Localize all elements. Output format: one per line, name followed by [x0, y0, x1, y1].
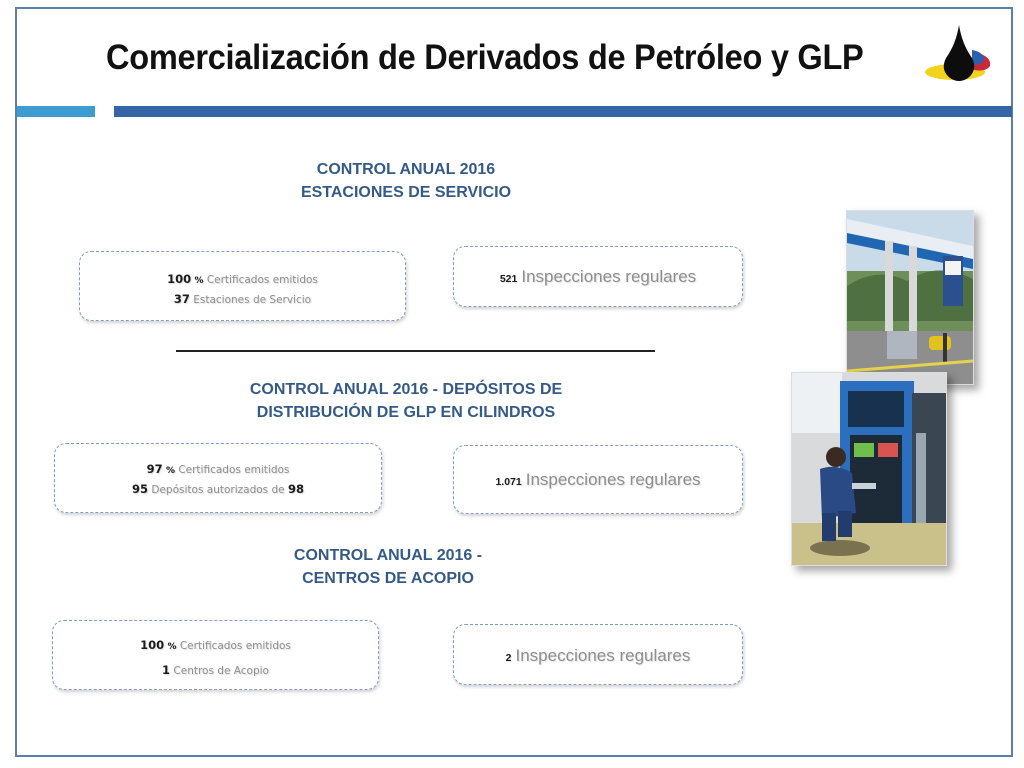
- certificates-line: [80, 272, 405, 286]
- inspections-value: 1.071: [495, 476, 522, 488]
- inspections-label: Inspecciones regulares: [515, 646, 691, 665]
- count-line: [55, 482, 381, 496]
- oil-drop-logo-icon: [922, 22, 996, 88]
- inspections-label: Inspecciones regulares: [521, 267, 697, 286]
- heading-line-2: DISTRIBUCIÓN DE GLP EN CILINDROS: [256, 404, 556, 421]
- certificates-box-depositos: [54, 443, 382, 513]
- count-value: 95: [132, 482, 149, 496]
- cert-unit: %: [165, 466, 175, 476]
- heading-line-1: CONTROL ANUAL 2016 - DEPÓSITOS DE: [249, 381, 563, 398]
- heading-line-1: CONTROL ANUAL 2016 -: [293, 547, 483, 564]
- accent-bar-dark: [114, 106, 1012, 117]
- cert-value: 100: [167, 272, 192, 286]
- count-line: [53, 663, 378, 677]
- count-label: Depósitos autorizados de: [151, 484, 285, 496]
- cert-label: Certificados emitidos: [178, 464, 290, 476]
- count-label: Centros de Acopio: [173, 665, 269, 677]
- gas-station-photo: [846, 210, 974, 385]
- certificates-box-acopio: [52, 620, 379, 690]
- cert-label: Certificados emitidos: [179, 640, 291, 652]
- inspections-line: [454, 646, 742, 666]
- count-of-value: 98: [287, 482, 304, 496]
- section-heading-depositos: [206, 378, 606, 424]
- certificates-line: [55, 462, 381, 476]
- inspections-value: 2: [505, 652, 512, 664]
- inspections-line: [454, 470, 742, 490]
- section-heading-acopio: [258, 544, 518, 590]
- count-line: [80, 292, 405, 306]
- cert-unit: %: [194, 276, 204, 286]
- certificates-line: [53, 638, 378, 652]
- accent-bar-light: [17, 106, 95, 117]
- cert-value: 100: [140, 638, 165, 652]
- cert-label: Certificados emitidos: [206, 274, 318, 286]
- count-label: Estaciones de Servicio: [193, 294, 312, 306]
- inspections-line: [454, 267, 742, 287]
- inspections-label: Inspecciones regulares: [525, 470, 701, 489]
- inspections-box-acopio: [453, 624, 743, 685]
- cert-value: 97: [146, 462, 163, 476]
- certificates-box-estaciones: [79, 251, 406, 321]
- inspections-box-depositos: [453, 445, 743, 514]
- heading-line-2: ESTACIONES DE SERVICIO: [300, 184, 512, 201]
- count-value: 37: [173, 292, 190, 306]
- inspections-value: 521: [499, 273, 518, 285]
- fuel-dispenser-inspection-photo: [791, 372, 947, 566]
- count-value: 1: [162, 663, 171, 677]
- cert-unit: %: [167, 642, 177, 652]
- inspections-box-estaciones: [453, 246, 743, 307]
- heading-line-1: CONTROL ANUAL 2016: [316, 161, 496, 178]
- heading-line-2: CENTROS DE ACOPIO: [302, 570, 474, 587]
- section-divider: [176, 350, 655, 352]
- section-heading-estaciones: [276, 158, 536, 204]
- page-title: Comercialización de Derivados de Petróleo y GLP: [106, 38, 864, 77]
